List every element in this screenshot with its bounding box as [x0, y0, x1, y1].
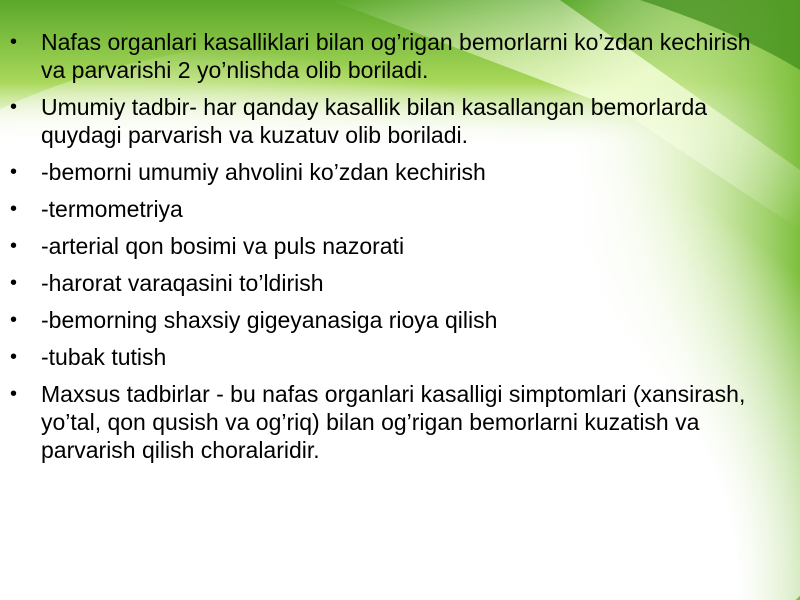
- bullet-text: -harorat varaqasini to’ldirish: [41, 270, 324, 296]
- bullet-point: •: [10, 198, 18, 220]
- bullet-point: •: [10, 235, 18, 257]
- bullet-text: -bemorning shaxsiy gigeyanasiga rioya qilish: [41, 307, 498, 333]
- bullet-point: •: [10, 31, 18, 53]
- bullet-item: [10, 232, 770, 260]
- bullet-item: [10, 380, 770, 464]
- bullet-text: Umumiy tadbir- har qanday kasallik bilan kasallangan bemorlarda quydagi parvarish va kuzatuv olib boriladi.: [41, 94, 708, 148]
- bullet-point: •: [10, 383, 18, 405]
- bullet-text: Nafas organlari kasalliklari bilan og’rigan bemorlarni ko’zdan kechirish va parvarishi 2 yo’nlishda olib boriladi.: [41, 29, 751, 83]
- bullet-point: •: [10, 346, 18, 368]
- bullet-item: [10, 269, 770, 297]
- bullet-point: •: [10, 96, 18, 118]
- bullet-item: [10, 343, 770, 371]
- bullet-item: [10, 93, 770, 149]
- bullet-text: Maxsus tadbirlar - bu nafas organlari kasalligi simptomlari (xansirash, yo’tal, qon qusish va og’riq) bilan og’rigan bemorlarni kuzatish va parvarish qilish choralaridir.: [41, 381, 746, 463]
- bullet-text: -tubak tutish: [41, 344, 167, 370]
- bullet-text: -arterial qon bosimi va puls nazorati: [41, 233, 405, 259]
- bullet-item: [10, 195, 770, 223]
- bullet-text: -bemorni umumiy ahvolini ko’zdan kechirish: [41, 159, 486, 185]
- bullet-point: •: [10, 309, 18, 331]
- bullet-list: [10, 28, 770, 473]
- bullet-item: [10, 158, 770, 186]
- bullet-point: •: [10, 272, 18, 294]
- bullet-text: -termometriya: [41, 196, 183, 222]
- bullet-point: •: [10, 161, 18, 183]
- bullet-item: [10, 28, 770, 84]
- bullet-item: [10, 306, 770, 334]
